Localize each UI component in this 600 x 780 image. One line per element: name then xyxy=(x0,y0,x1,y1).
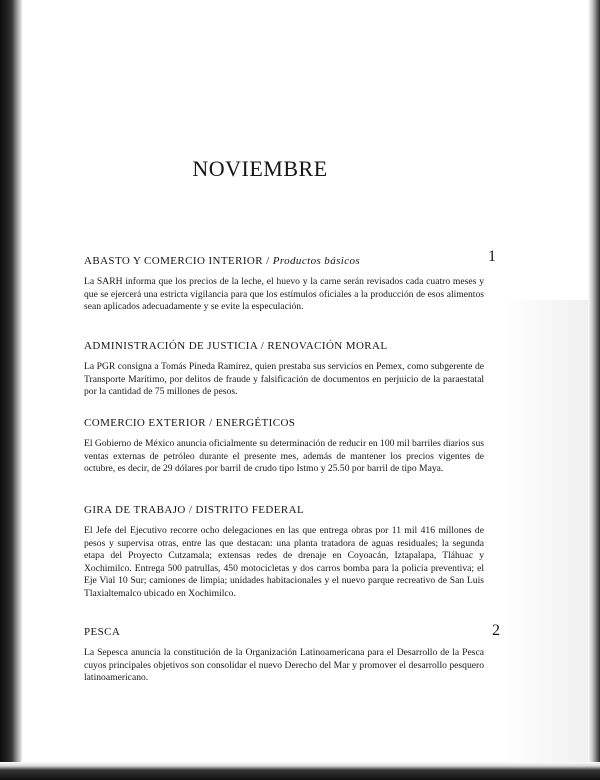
margin-number-2: 2 xyxy=(492,622,500,639)
section-gira xyxy=(84,504,484,601)
section-body: El Gobierno de México anuncia oficialmente su determinación de reducir en 100 mil barriles diarios sus ventas externas de petróleo durante el presente mes, además de mantener los precios vigentes de octubre, es decir, de 29 dólares por barril de crudo tipo Istmo y 25.50 por barril de tipo Maya. xyxy=(84,438,484,475)
section-heading: ADMINISTRACIÓN DE JUSTICIA / RENOVACIÓN MORAL xyxy=(84,340,388,352)
section-abasto xyxy=(84,255,484,314)
section-justicia xyxy=(84,340,484,399)
section-heading: GIRA DE TRABAJO / DISTRITO FEDERAL xyxy=(84,504,305,516)
section-pesca xyxy=(84,626,484,685)
section-body: La SARH informa que los precios de la leche, el huevo y la carne serán revisados cada cuatro meses y que se ejercerá una estricta vigilancia para que los estímulos oficiales a la producción de esos alimentos sean aplicados adecuadamente y se evite la especulación. xyxy=(84,276,484,313)
section-comercio-exterior xyxy=(84,417,484,476)
section-heading: PESCA xyxy=(84,626,121,638)
section-heading-italic: Productos básicos xyxy=(272,255,361,267)
page-title: NOVIEMBRE xyxy=(192,156,328,181)
section-body: El Jefe del Ejecutivo recorre ocho delegaciones en las que entrega obras por 11 mil 416 millones de pesos y supervisa otras, entre las que destacan: una planta tratadora de aguas residuales; la segunda etapa del Proyecto Cutzamala; extensas redes de drenaje en Coyoacán, Iztapalapa, Tláhuac y Xochimilco. Entrega 500 patrullas, 450 motocicletas y dos carros bomba para la policía preventiva; el Eje Vial 10 Sur; camiones de limpia; unidades habitacionales y el nuevo parque recreativo de San Luis Tlaxialtemalco ubicado en Xochimilco. xyxy=(84,525,484,599)
section-heading xyxy=(84,255,484,267)
section-body: La Sepesca anuncia la constitución de la Organización Latinoamericana para el Desarrollo de la Pesca cuyos principales objetivos son consolidar el nuevo Derecho del Mar y promover el desarrollo pesquero latinoamericano. xyxy=(84,647,484,684)
margin-number-1: 1 xyxy=(488,248,496,265)
section-body: La PGR consigna a Tomás Pineda Ramírez, quien prestaba sus servicios en Pemex, como subgerente de Transporte Marítimo, por delitos de fraude y falsificación de documentos en perjuicio de la paraestatal por la cantidad de 75 millones de pesos. xyxy=(84,361,484,398)
section-heading: COMERCIO EXTERIOR / ENERGÉTICOS xyxy=(84,417,296,429)
section-heading-text: ABASTO Y COMERCIO INTERIOR / xyxy=(84,255,270,267)
